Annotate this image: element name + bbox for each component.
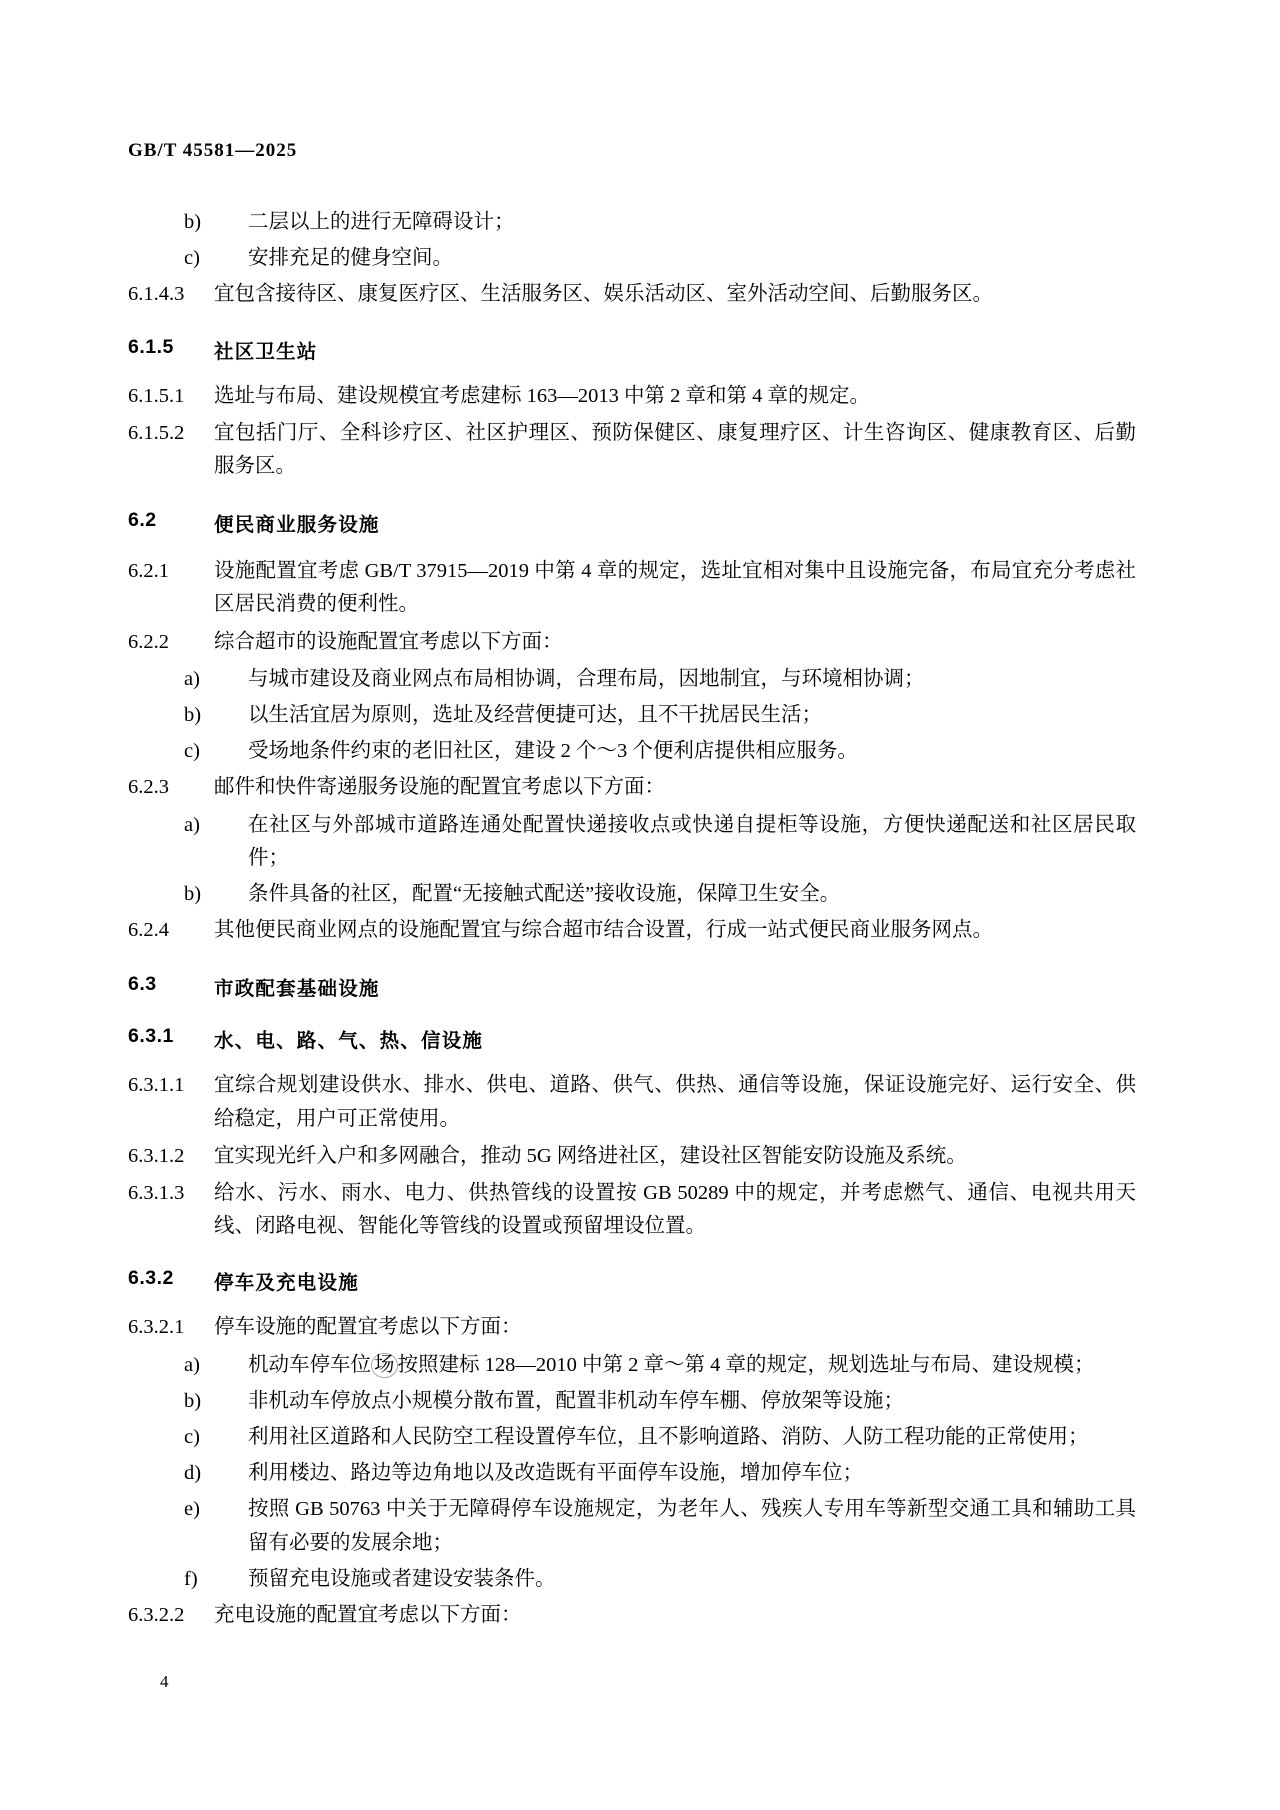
clause-6-3-1-2 bbox=[128, 1140, 1136, 1173]
clause-number: 6.2.1 bbox=[128, 560, 169, 583]
clause-number: 6.3.1.2 bbox=[128, 1144, 185, 1167]
list-text: 二层以上的进行无障碍设计； bbox=[248, 211, 515, 233]
list-text: 利用楼边、路边等边角地以及改造既有平面停车设施，增加停车位； bbox=[248, 1462, 863, 1485]
heading-6-1-5 bbox=[128, 336, 1136, 364]
list-text: 与城市建设及商业网点布局相协调，合理布局，因地制宜，与环境相协调； bbox=[248, 667, 925, 690]
heading-number: 6.2 bbox=[128, 509, 157, 532]
list-marker: d) bbox=[184, 1462, 202, 1485]
list-text: 受场地条件约束的老旧社区，建设 2 个～3 个便利店提供相应服务。 bbox=[248, 740, 858, 763]
heading-6-3-2 bbox=[128, 1267, 1136, 1295]
clause-number: 6.2.3 bbox=[128, 776, 169, 799]
clause-text: 选址与布局、建设规模宜考虑建标 163—2013 中第 2 章和第 4 章的规定。 bbox=[214, 384, 870, 407]
clause-text: 宜包括门厅、全科诊疗区、社区护理区、预防保健区、康复理疗区、计生咨询区、健康教育区、后勤服务区。 bbox=[214, 421, 1136, 478]
list-item bbox=[128, 242, 1136, 275]
clause-6-2-1 bbox=[128, 555, 1136, 621]
clause-text: 宜综合规划建设供水、排水、供电、道路、供气、供热、通信等设施，保证设施完好、运行安全、供给稳定，用户可正常使用。 bbox=[214, 1074, 1136, 1130]
list-item bbox=[128, 663, 1136, 696]
clause-text: 综合超市的设施配置宜考虑以下方面： bbox=[214, 630, 563, 653]
list-text: 利用社区道路和人民防空工程设置停车位，且不影响道路、消防、人防工程功能的正常使用； bbox=[248, 1426, 1089, 1449]
heading-number: 6.3.2 bbox=[128, 1267, 174, 1290]
clause-number: 6.3.1.3 bbox=[128, 1182, 185, 1205]
clause-text: 其他便民商业网点的设施配置宜与综合超市结合设置，行成一站式便民商业服务网点。 bbox=[214, 919, 993, 942]
clause-text: 停车设施的配置宜考虑以下方面： bbox=[214, 1316, 522, 1339]
list-text bbox=[248, 1349, 1136, 1382]
list-marker: c) bbox=[184, 1426, 200, 1449]
clause-number: 6.3.2.2 bbox=[128, 1604, 185, 1627]
list-marker: e) bbox=[184, 1498, 200, 1521]
heading-title: 停车及充电设施 bbox=[214, 1272, 359, 1295]
list-item bbox=[128, 699, 1136, 732]
list-text: 预留充电设施或者建设安装条件。 bbox=[248, 1567, 556, 1590]
list-marker: a) bbox=[184, 667, 200, 690]
list-text-pre: 机动车停车位 bbox=[248, 1353, 371, 1376]
list-item bbox=[128, 1493, 1136, 1559]
list-item bbox=[128, 1457, 1136, 1490]
list-text-post: 按照建标 128—2010 中第 2 章～第 4 章的规定，规划选址与布局、建设规模； bbox=[397, 1353, 1095, 1376]
clause-number: 6.3.1.1 bbox=[128, 1074, 185, 1097]
list-item bbox=[128, 809, 1136, 875]
list-item bbox=[128, 735, 1136, 768]
list-marker: f) bbox=[184, 1567, 198, 1590]
list-marker: b) bbox=[184, 883, 202, 906]
heading-number: 6.1.5 bbox=[128, 335, 174, 358]
clause-6-3-1-1 bbox=[128, 1069, 1136, 1135]
clause-text: 宜包含接待区、康复医疗区、生活服务区、娱乐活动区、室外活动空间、后勤服务区。 bbox=[214, 283, 993, 306]
heading-title: 市政配套基础设施 bbox=[214, 978, 380, 1001]
list-marker: c) bbox=[184, 247, 200, 270]
clause-6-1-4-3 bbox=[128, 278, 1136, 311]
clause-text: 给水、污水、雨水、电力、供热管线的设置按 GB 50289 中的规定，并考虑燃气、通信、电视共用天线、闭路电视、智能化等管线的设置或预留埋设位置。 bbox=[214, 1182, 1136, 1238]
list-item bbox=[128, 206, 1136, 239]
list-marker: b) bbox=[184, 704, 202, 727]
clause-6-2-4 bbox=[128, 914, 1136, 947]
heading-number: 6.3.1 bbox=[128, 1025, 174, 1048]
clause-6-2-3 bbox=[128, 771, 1136, 804]
clause-number: 6.1.5.2 bbox=[128, 421, 185, 444]
list-item bbox=[128, 1421, 1136, 1454]
clause-text: 充电设施的配置宜考虑以下方面： bbox=[214, 1604, 522, 1627]
list-item bbox=[128, 1385, 1136, 1418]
list-text: 按照 GB 50763 中关于无障碍停车设施规定，为老年人、残疾人专用车等新型交通工具和辅助工具留有必要的发展余地； bbox=[248, 1498, 1136, 1554]
list-text: 以生活宜居为原则，选址及经营便捷可达，且不干扰居民生活； bbox=[248, 704, 822, 727]
list-text: 非机动车停放点小规模分散布置，配置非机动车停车棚、停放架等设施； bbox=[248, 1389, 904, 1412]
list-text: 在社区与外部城市道路连通处配置快递接收点或快递自提柜等设施，方便快递配送和社区居民取件； bbox=[248, 813, 1136, 869]
heading-6-3 bbox=[128, 973, 1136, 1001]
clause-6-3-1-3 bbox=[128, 1177, 1136, 1243]
heading-6-3-1 bbox=[128, 1025, 1136, 1053]
list-text: 条件具备的社区，配置“无接触式配送”接收设施，保障卫生安全。 bbox=[248, 883, 841, 906]
list-item bbox=[128, 878, 1136, 911]
clause-text: 设施配置宜考虑 GB/T 37915—2019 中第 4 章的规定，选址宜相对集中且设施完备，布局宜充分考虑社区居民消费的便利性。 bbox=[214, 560, 1136, 616]
page-content bbox=[128, 140, 1136, 1636]
clause-number: 6.1.4.3 bbox=[128, 283, 185, 306]
list-marker: a) bbox=[184, 1353, 200, 1376]
list-text: 安排充足的健身空间。 bbox=[248, 247, 453, 270]
running-header bbox=[128, 140, 1136, 162]
list-marker: b) bbox=[184, 211, 202, 233]
clause-6-3-2-1 bbox=[128, 1311, 1136, 1344]
list-marker: a) bbox=[184, 813, 200, 836]
circled-annotation: 场 bbox=[371, 1353, 398, 1379]
clause-text: 宜实现光纤入户和多网融合，推动 5G 网络进社区，建设社区智能安防设施及系统。 bbox=[214, 1144, 967, 1167]
list-item bbox=[128, 1349, 1136, 1382]
list-marker: c) bbox=[184, 740, 200, 763]
clause-6-1-5-2 bbox=[128, 417, 1136, 483]
heading-title: 便民商业服务设施 bbox=[214, 514, 380, 537]
page-number: 4 bbox=[160, 1672, 169, 1691]
clause-6-2-2 bbox=[128, 626, 1136, 659]
clause-text: 邮件和快件寄递服务设施的配置宜考虑以下方面： bbox=[214, 776, 665, 799]
heading-number: 6.3 bbox=[128, 973, 157, 996]
list-item bbox=[128, 1563, 1136, 1596]
clause-6-3-2-2 bbox=[128, 1599, 1136, 1632]
clause-number: 6.2.4 bbox=[128, 919, 169, 942]
heading-title: 水、电、路、气、热、信设施 bbox=[214, 1030, 484, 1053]
clause-number: 6.3.2.1 bbox=[128, 1316, 185, 1339]
heading-6-2 bbox=[128, 509, 1136, 537]
clause-number: 6.2.2 bbox=[128, 630, 169, 653]
clause-6-1-5-1 bbox=[128, 380, 1136, 413]
clause-number: 6.1.5.1 bbox=[128, 384, 185, 407]
heading-title: 社区卫生站 bbox=[214, 340, 318, 363]
standard-number: GB/T 45581—2025 bbox=[128, 140, 298, 161]
list-marker: b) bbox=[184, 1389, 202, 1412]
